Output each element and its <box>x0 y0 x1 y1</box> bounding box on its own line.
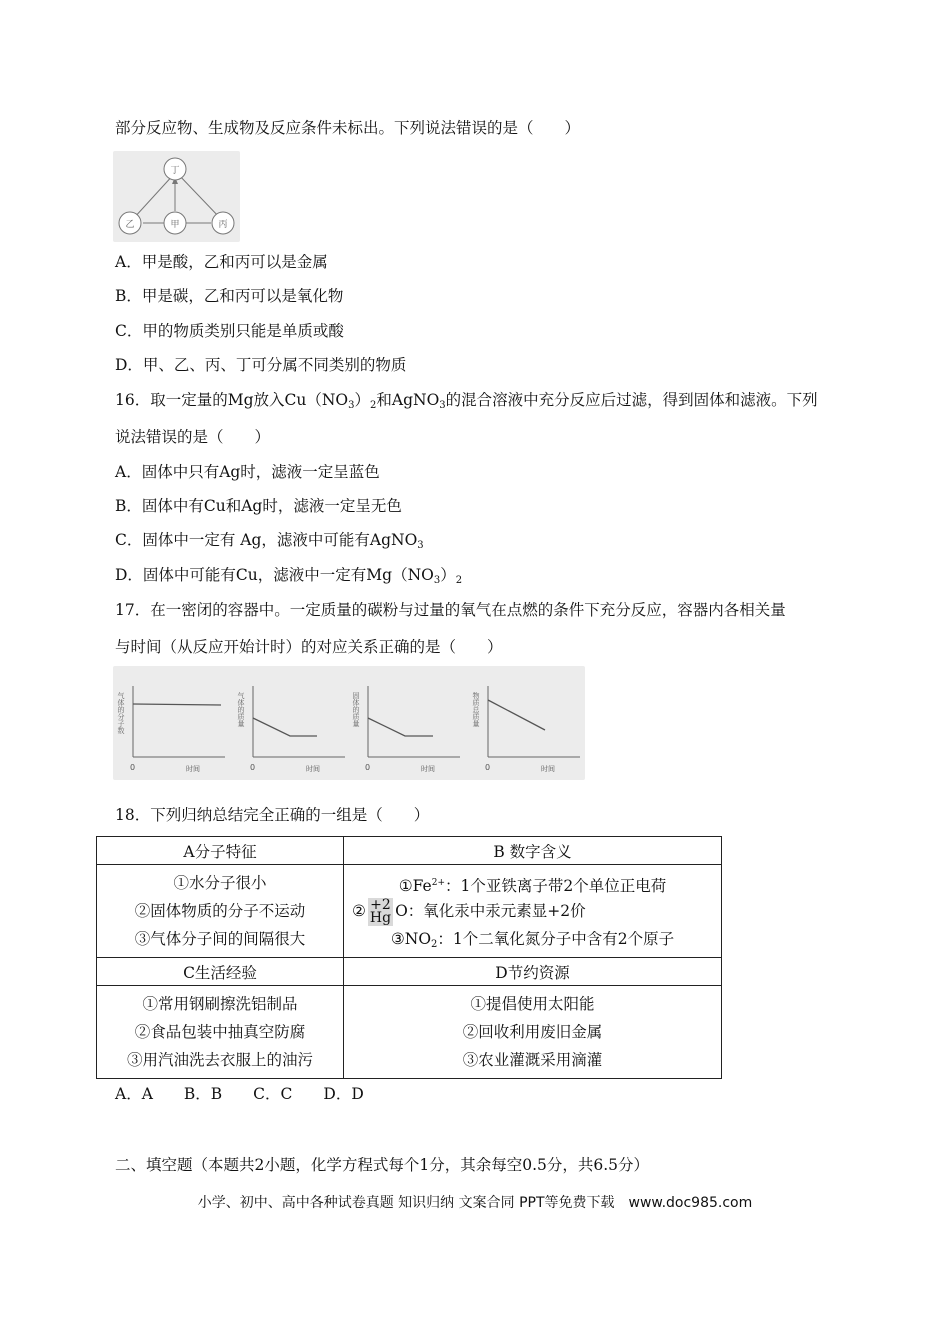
graph-b-origin: 0 <box>250 763 256 772</box>
graph-a-ylabel: 气体的分子数 <box>117 692 125 734</box>
graph-b <box>237 686 345 773</box>
graph-a <box>117 686 225 773</box>
graph-c-origin: 0 <box>365 763 371 772</box>
q16-option-b: B．固体中有Cu和Ag时，滤液一定呈无色 <box>115 497 402 515</box>
graph-d <box>472 686 581 773</box>
footer-text: 小学、初中、高中各种试卷真题 知识归纳 文案合同 PPT等免费下载 www.doc985.com <box>197 1195 753 1211</box>
graph-c-line <box>368 718 433 736</box>
cell-d-body: ①提倡使用太阳能 ②回收利用废旧金属 ③农业灌溉采用滴灌 <box>344 986 722 1079</box>
graph-d-ylabel: 物质总质量 <box>472 692 480 727</box>
q15-option-d: D．甲、乙、丙、丁可分属不同类别的物质 <box>115 356 407 374</box>
graph-b-line <box>253 718 317 736</box>
node-yi: 乙 <box>125 220 135 230</box>
cell-d-head: D节约资源 <box>344 958 722 986</box>
graph-b-xlabel: 时间 <box>306 765 320 773</box>
q17-stem-line1: 17．在一密闭的容器中。一定质量的碳粉与过量的氧气在点燃的条件下充分反应，容器内各相关量 <box>115 601 786 619</box>
q18-table <box>96 836 722 1079</box>
graph-b-ylabel: 气体的质量 <box>237 692 245 727</box>
cell-a-body: ①水分子很小 ②固体物质的分子不运动 ③气体分子间的间隔很大 <box>97 865 344 958</box>
cell-a-head: A分子特征 <box>97 837 344 865</box>
q15-option-b: B．甲是碳，乙和丙可以是氧化物 <box>115 287 344 305</box>
graph-d-line <box>488 700 545 730</box>
cell-c-head: C生活经验 <box>97 958 344 986</box>
cell-b-head: B 数字含义 <box>344 837 722 865</box>
graph-a-xlabel: 时间 <box>186 765 200 773</box>
node-jia: 甲 <box>170 220 180 230</box>
q15-stem: 部分反应物、生成物及反应条件未标出。下列说法错误的是（ ） <box>115 119 581 137</box>
q18-stem: 18．下列归纳总结完全正确的一组是（ ） <box>115 806 430 824</box>
graph-c-ylabel: 固体的质量 <box>352 692 360 727</box>
node-bing: 丙 <box>218 220 228 230</box>
q15-option-a: A．甲是酸，乙和丙可以是金属 <box>115 253 328 271</box>
q16-option-d: D．固体中可能有Cu，滤液中一定有$Mg(NO_3)_2$ <box>115 566 463 586</box>
graph-c-xlabel: 时间 <box>421 765 435 773</box>
q17-stem-line2: 与时间（从反应开始计时）的对应关系正确的是（ ） <box>115 638 503 656</box>
cell-c-body: ①常用钢刷擦洗铝制品 ②食品包装中抽真空防腐 ③用汽油洗去衣服上的油污 <box>97 986 344 1079</box>
q15-option-c: C．甲的物质类别只能是单质或酸 <box>115 322 344 340</box>
hg-valence: +2 Hg <box>369 897 392 926</box>
q15-relation-diagram <box>113 151 240 242</box>
graph-d-origin: 0 <box>485 763 491 772</box>
node-ding: 丁 <box>170 166 180 176</box>
q16-stem-line2: 说法错误的是（ ） <box>115 428 271 446</box>
q16-option-c: C．固体中一定有 Ag，滤液中可能有AgNO$_3$ <box>115 531 424 551</box>
cell-b-body: $①Fe^{2+}$：1个亚铁离子带2个单位正电荷 ② +2 Hg O：氧化汞中汞元素显+2价 $③NO_2$：1个二氧化氮分子中含有2个原子 <box>344 865 722 958</box>
q18-choices: A．A B．B C．C D．D <box>115 1085 364 1103</box>
graph-a-line <box>133 704 221 705</box>
q17-graphs-figure <box>113 666 585 780</box>
q16-option-a: A．固体中只有Ag时，滤液一定呈蓝色 <box>115 463 380 481</box>
q16-stem-line1: 16．取一定量的Mg放入$Cu(NO_3)_2$和AgNO$_3$的混合溶液中充分反应后过滤，得到固体和滤液。下列 <box>115 391 818 411</box>
graph-c <box>352 686 460 773</box>
graph-a-origin: 0 <box>130 763 136 772</box>
section-2-heading: 二、填空题（本题共2小题，化学方程式每个1分，其余每空0.5分，共6.5分） <box>115 1156 650 1174</box>
graph-d-xlabel: 时间 <box>541 765 555 773</box>
